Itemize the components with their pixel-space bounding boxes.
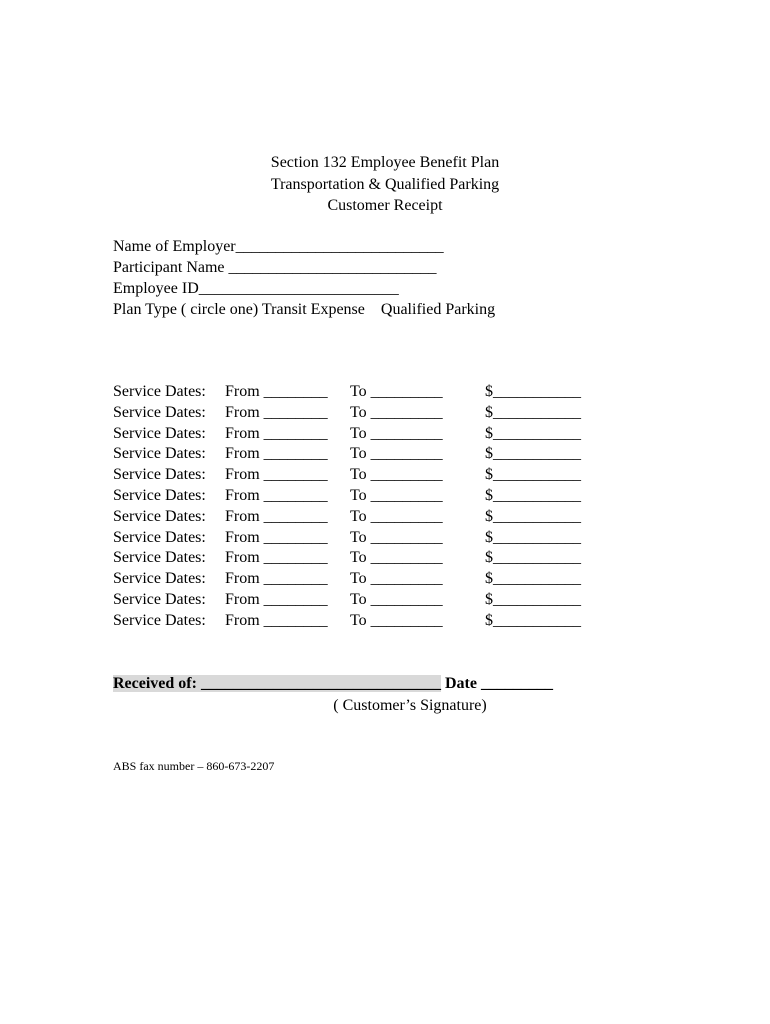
received-line <box>113 673 553 694</box>
employer-name-field[interactable]: Name of Employer__________________________ <box>113 238 444 255</box>
service-date-row <box>113 611 633 632</box>
service-dates-list <box>113 382 633 632</box>
amount-field[interactable]: $___________ <box>485 528 581 546</box>
from-date-field[interactable]: From ________ <box>225 466 328 484</box>
to-date-field[interactable]: To _________ <box>350 570 443 588</box>
service-dates-label: Service Dates: <box>113 486 206 504</box>
to-date-field[interactable]: To _________ <box>350 403 443 421</box>
document-header <box>0 152 770 217</box>
from-date-field[interactable]: From ________ <box>225 611 328 629</box>
to-date-field[interactable]: To _________ <box>350 383 443 400</box>
service-date-row <box>113 548 633 569</box>
from-date-field[interactable]: From ________ <box>225 549 328 567</box>
service-dates-label: Service Dates: <box>113 528 206 546</box>
service-date-row <box>113 590 633 611</box>
service-dates-label: Service Dates: <box>113 507 206 525</box>
from-date-field[interactable]: From ________ <box>225 424 328 442</box>
to-date-field[interactable]: To _________ <box>350 486 443 504</box>
plan-option-transit[interactable]: Transit Expense <box>261 301 365 318</box>
from-date-field[interactable]: From ________ <box>225 528 328 546</box>
amount-field[interactable]: $___________ <box>485 424 581 442</box>
service-date-row <box>113 507 633 528</box>
service-dates-label: Service Dates: <box>113 570 206 588</box>
from-date-field[interactable]: From ________ <box>225 590 328 608</box>
to-date-field[interactable]: To _________ <box>350 549 443 567</box>
service-dates-label: Service Dates: <box>113 383 206 400</box>
to-date-field[interactable]: To _________ <box>350 590 443 608</box>
to-date-field[interactable]: To _________ <box>350 466 443 484</box>
service-date-row <box>113 403 633 424</box>
signature-caption: ( Customer’s Signature) <box>333 697 487 714</box>
header-subtitle: Transportation & Qualified Parking <box>270 175 500 193</box>
amount-field[interactable]: $___________ <box>485 403 581 421</box>
amount-field[interactable]: $___________ <box>485 590 581 608</box>
to-date-field[interactable]: To _________ <box>350 611 443 629</box>
amount-field[interactable]: $___________ <box>485 486 581 504</box>
participant-name-field[interactable]: Participant Name __________________________ <box>113 259 437 276</box>
service-date-row <box>113 444 633 465</box>
amount-field[interactable]: $___________ <box>485 383 581 400</box>
plan-option-parking[interactable]: Qualified Parking <box>380 301 496 318</box>
fax-number: ABS fax number – 860-673-2207 <box>113 759 275 773</box>
service-date-row <box>113 569 633 590</box>
from-date-field[interactable]: From ________ <box>225 445 328 463</box>
amount-field[interactable]: $___________ <box>485 570 581 588</box>
service-date-row <box>113 465 633 486</box>
plan-type-label: Plan Type ( circle one) <box>113 301 259 318</box>
to-date-field[interactable]: To _________ <box>350 424 443 442</box>
header-title: Section 132 Employee Benefit Plan <box>270 154 500 171</box>
service-date-row <box>113 486 633 507</box>
amount-field[interactable]: $___________ <box>485 507 581 525</box>
header-receipt-label: Customer Receipt <box>327 197 443 214</box>
service-dates-label: Service Dates: <box>113 611 206 629</box>
service-date-row <box>113 382 633 403</box>
participant-fields <box>113 236 495 320</box>
service-date-row <box>113 528 633 549</box>
amount-field[interactable]: $___________ <box>485 466 581 484</box>
from-date-field[interactable]: From ________ <box>225 507 328 525</box>
to-date-field[interactable]: To _________ <box>350 507 443 525</box>
service-dates-label: Service Dates: <box>113 466 206 484</box>
date-field[interactable]: Date _________ <box>440 675 553 692</box>
amount-field[interactable]: $___________ <box>485 445 581 463</box>
to-date-field[interactable]: To _________ <box>350 445 443 463</box>
service-dates-label: Service Dates: <box>113 424 206 442</box>
amount-field[interactable]: $___________ <box>485 611 581 629</box>
from-date-field[interactable]: From ________ <box>225 403 328 421</box>
from-date-field[interactable]: From ________ <box>225 570 328 588</box>
service-dates-label: Service Dates: <box>113 549 206 567</box>
plan-type-line <box>113 299 495 320</box>
service-dates-label: Service Dates: <box>113 445 206 463</box>
from-date-field[interactable]: From ________ <box>225 383 328 400</box>
from-date-field[interactable]: From ________ <box>225 486 328 504</box>
service-dates-label: Service Dates: <box>113 590 206 608</box>
service-dates-label: Service Dates: <box>113 403 206 421</box>
amount-field[interactable]: $___________ <box>485 549 581 567</box>
received-of-field[interactable]: Received of: ______________________________ <box>113 675 441 692</box>
to-date-field[interactable]: To _________ <box>350 528 443 546</box>
service-date-row <box>113 424 633 445</box>
employee-id-field[interactable]: Employee ID_________________________ <box>113 280 399 297</box>
